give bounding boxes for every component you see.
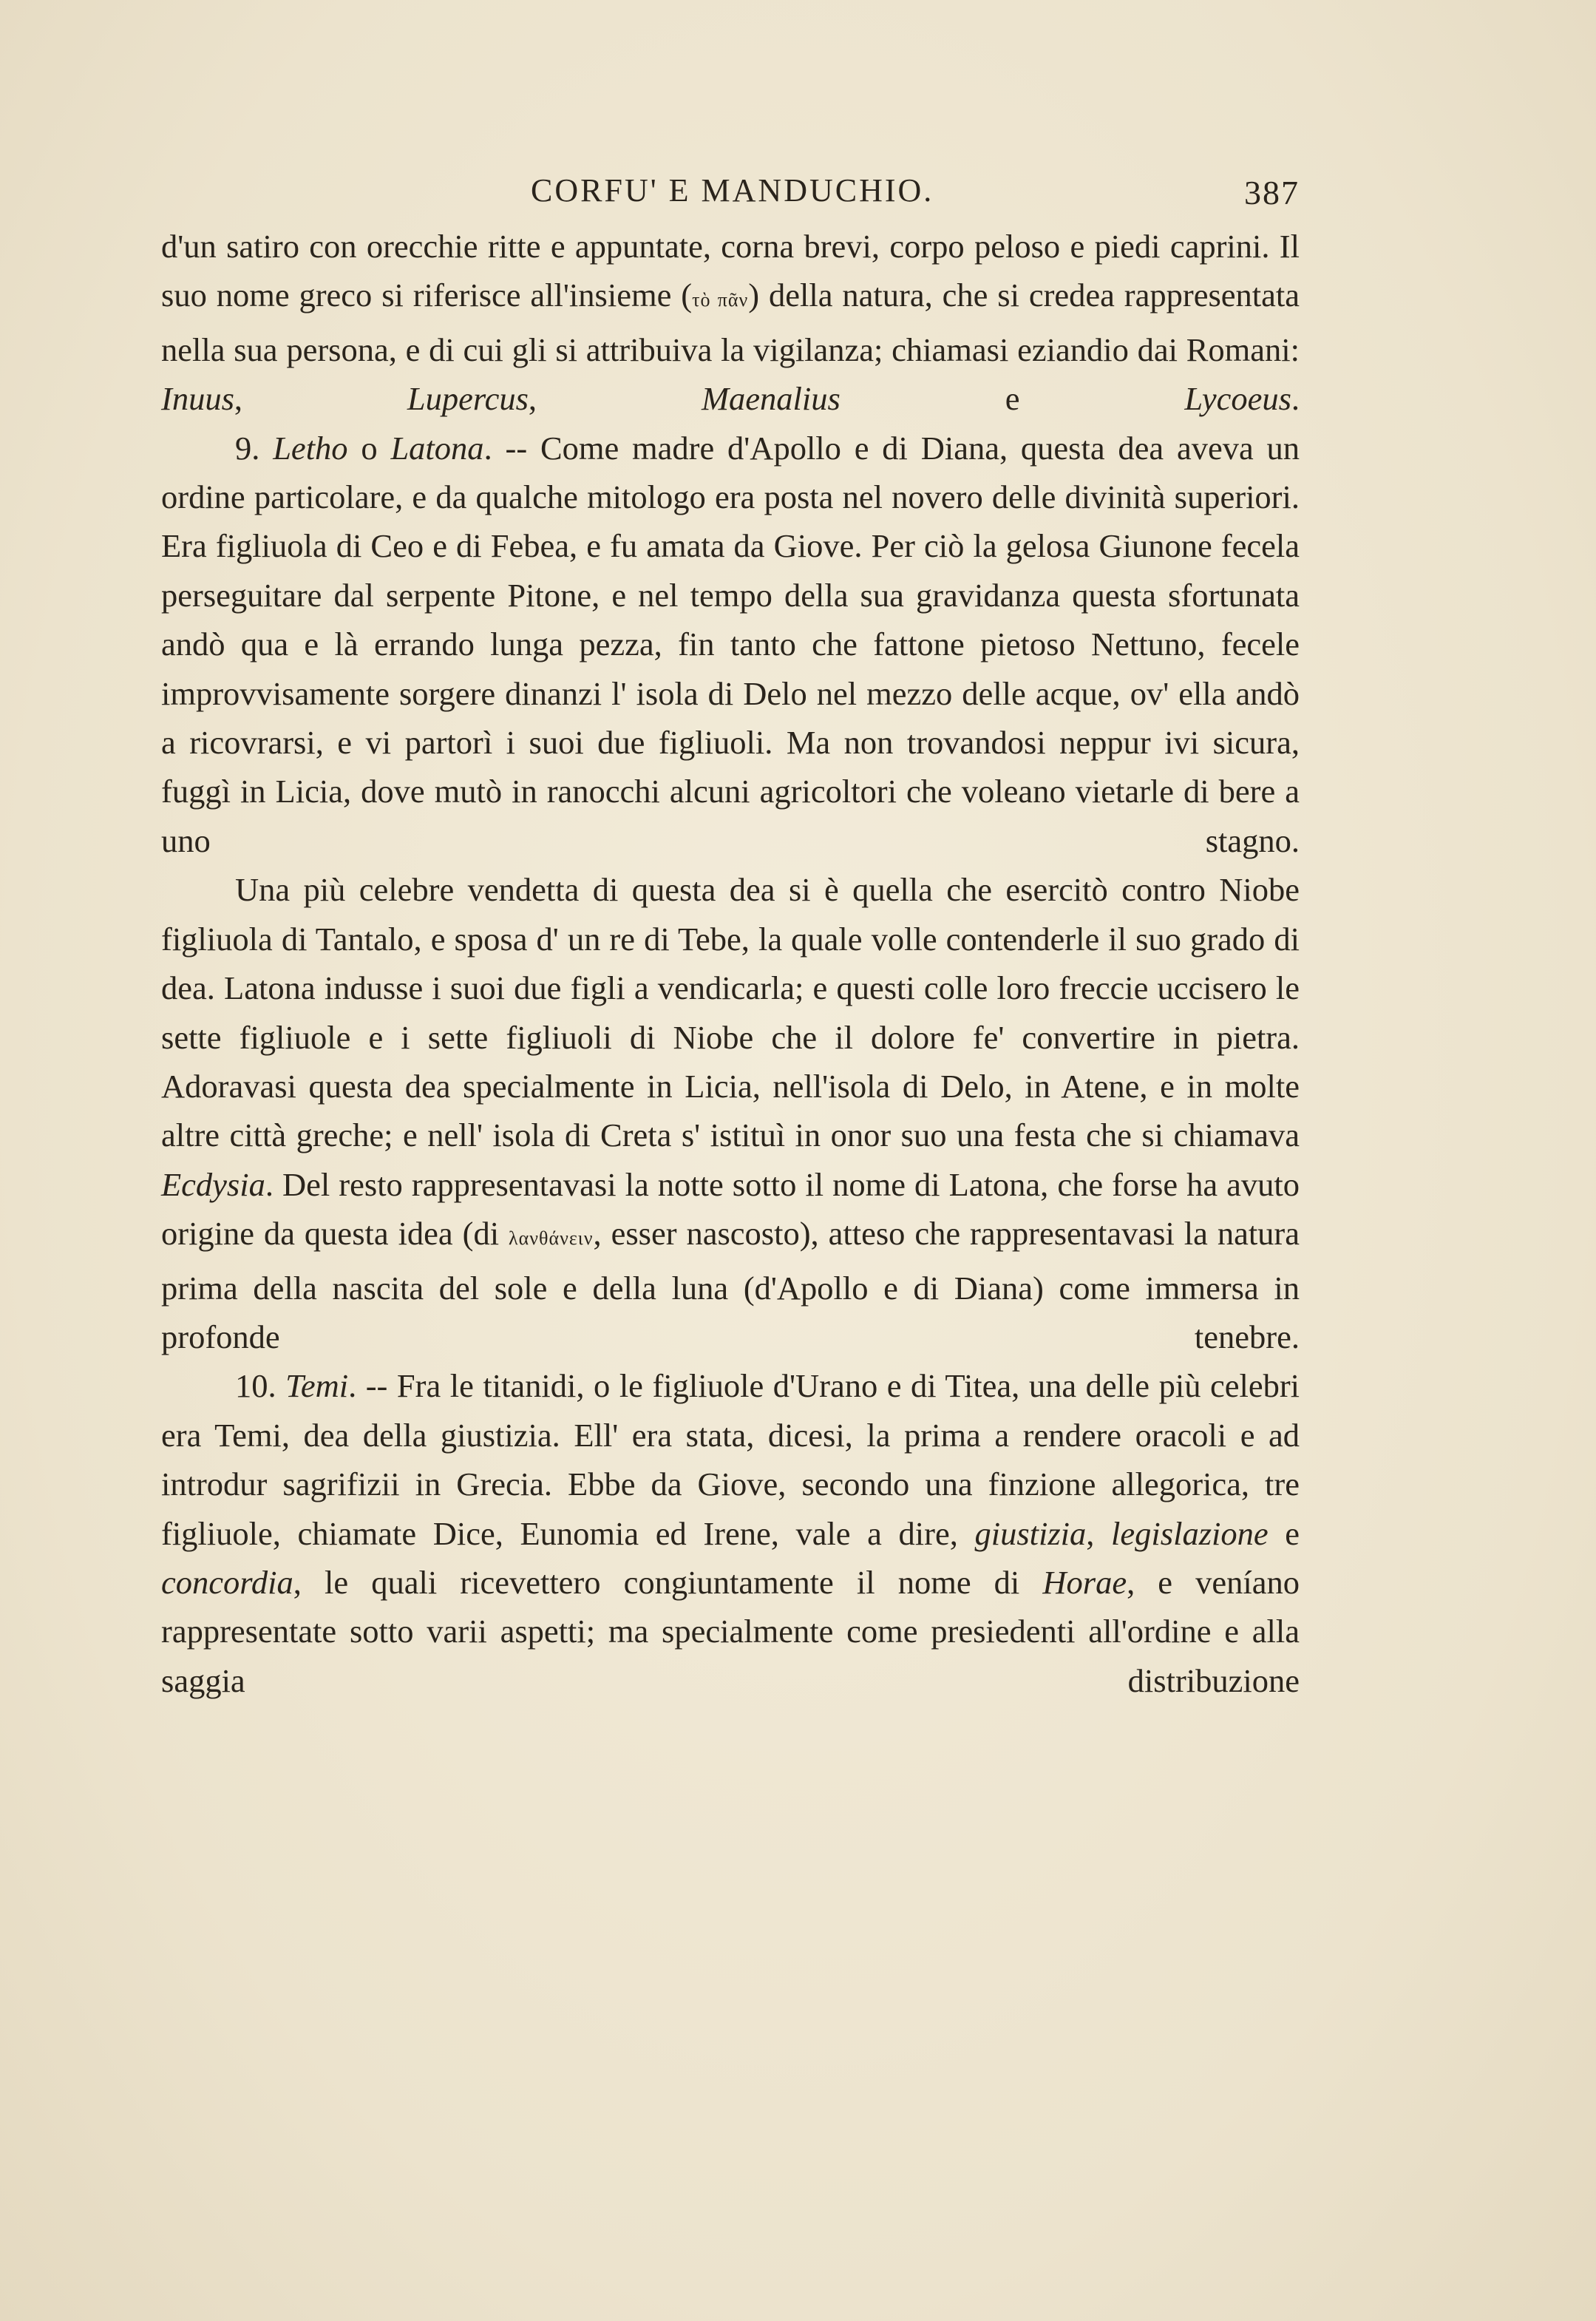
text-run: . -- Fra le titanidi, o le figliuole d'Urano e di Titea, una delle più celebri era Temi, dea della giustizia. Ell' era stata, dicesi, la prima a rendere oracoli e ad introdur sagrifizii in Grecia. Ebbe da Giove, secondo una finzione allegorica, tre figliuole, chiamate Dice, Eunomia ed Irene, vale a dire, — [161, 1367, 1300, 1552]
italic-term: concordia — [161, 1563, 293, 1601]
text-run: , — [1086, 1514, 1112, 1552]
italic-term: Horae — [1042, 1563, 1127, 1601]
text-run: , — [234, 380, 407, 418]
text-run: . Del resto rappresentavasi la notte sotto il nome di Latona, che forse ha avuto origine da questa idea (di — [161, 1165, 1300, 1253]
italic-term: Ecdysia — [161, 1165, 265, 1203]
italic-term: Letho — [273, 429, 348, 467]
greek-term: τὸ πᾶν — [692, 289, 749, 311]
italic-term: Lycoeus — [1184, 380, 1291, 418]
text-run: , e veníano rappresentate sotto varii aspetti; ma specialmente come presiedenti all'ordine e alla saggia distribuzione — [161, 1563, 1300, 1699]
text-run: o — [347, 429, 391, 467]
paragraph-niobe — [161, 865, 1300, 1361]
italic-term: Temi — [285, 1367, 349, 1405]
paragraph-temi — [161, 1361, 1300, 1705]
text-run: e — [1268, 1514, 1300, 1552]
paragraph-latona — [161, 424, 1300, 866]
text-run: , le quali ricevettero congiuntamente il nome di — [293, 1563, 1043, 1601]
text-run: . -- Come madre d'Apollo e di Diana, questa dea aveva un ordine particolare, e da qualche mitologo era posta nel novero delle divinità superiori. Era figliuola di Ceo e di Febea, e fu amata da Giove. Per ciò la gelosa Giunone fecela perseguitare dal serpente Pitone, e nel tempo della sua gravidanza questa sfortunata andò qua e là errando lunga pezza, fin tanto che fattone pietoso Nettuno, fecele improvvisamente sorgere dinanzi l' isola di Delo nel mezzo delle acque, ov' ella andò a ricovrarsi, e vi partorì i suoi due figliuoli. Ma non trovandosi neppur ivi sicura, fuggì in Licia, dove mutò in ranocchi alcuni agricoltori che voleano vietarle di bere a uno stagno. — [161, 429, 1300, 859]
text-run: 10. — [235, 1367, 286, 1405]
body-text — [161, 222, 1300, 1705]
page-number: 387 — [1244, 174, 1300, 211]
text-run: e — [840, 380, 1185, 418]
text-run: ) della natura, che si credea rappresentata nella sua persona, e di cui gli si attribuiva la vigilanza; chiamasi eziandio dai Romani: — [161, 277, 1300, 368]
italic-term: Latona — [390, 429, 484, 467]
text-run: d'un satiro con orecchie ritte e appuntate, corna brevi, corpo peloso e piedi caprini. Il suo nome greco si riferisce all'insieme ( — [161, 228, 1300, 314]
text-run: , — [528, 380, 702, 418]
running-title: CORFU' E MANDUCHIO. — [531, 172, 934, 209]
text-run: , esser nascosto), atteso che rappresentavasi la natura prima della nascita del sole e della luna (d'Apollo e di Diana) come immersa in profonde tenebre. — [161, 1215, 1300, 1355]
text-run: 9. — [235, 429, 274, 467]
greek-term: λανθάνειν — [509, 1227, 594, 1250]
italic-term: Maenalius — [701, 380, 841, 418]
italic-term: Inuus — [161, 380, 234, 418]
italic-term: Lupercus — [407, 380, 529, 418]
text-run: . — [1291, 380, 1300, 418]
paragraph-pan — [161, 222, 1300, 424]
italic-term: giustizia — [974, 1514, 1087, 1552]
italic-term: legislazione — [1111, 1514, 1269, 1552]
page-header — [161, 172, 1300, 223]
text-run: Una più celebre vendetta di questa dea si è quella che esercitò contro Niobe figliuola di Tantalo, e sposa d' un re di Tebe, la quale volle contenderle il suo grado di dea. Latona indusse i suoi due figli a vendicarla; e questi colle loro freccie uccisero le sette figliuole e i sette figliuoli di Niobe che il dolore fe' convertire in pietra. Adoravasi questa dea specialmente in Licia, nell'isola di Delo, in Atene, e in molte altre città greche; e nell' isola di Creta s' istituì in onor suo una festa che si chiamava — [161, 871, 1300, 1154]
